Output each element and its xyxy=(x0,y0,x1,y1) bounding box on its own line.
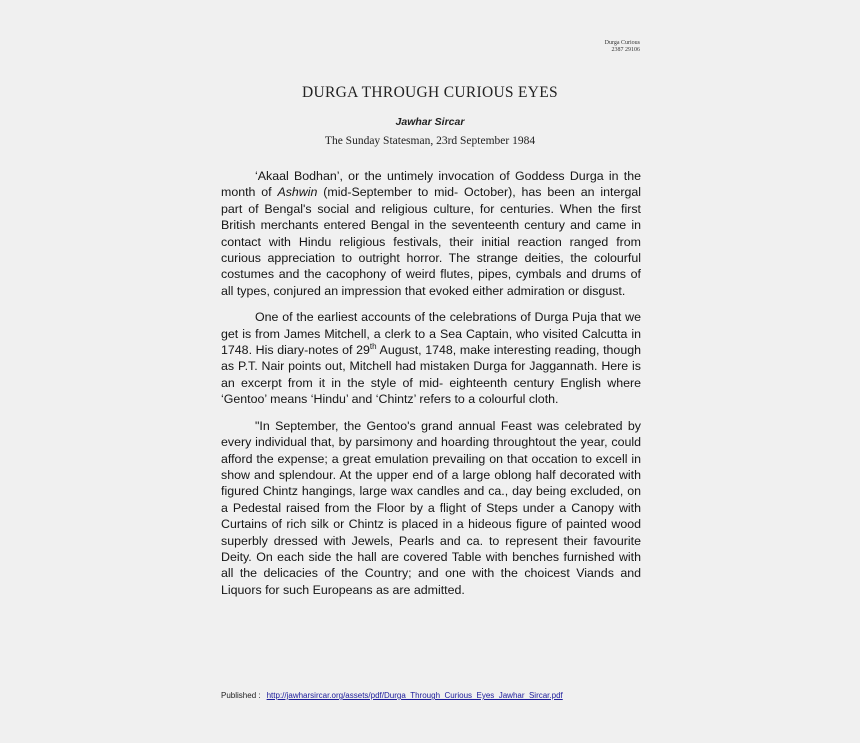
corner-note xyxy=(560,40,640,54)
corner-note-line2: 2387 29106 xyxy=(611,47,640,53)
paragraph-1-text-a: ‘Akaal Bodhan’, or the untimely invocation of Goddess Durga in the month of xyxy=(221,169,641,200)
author-name: Jawhar Sircar xyxy=(395,116,465,128)
article-body xyxy=(221,168,641,608)
paragraph-1-italic: Ashwin xyxy=(277,185,318,200)
paragraph-1 xyxy=(221,168,641,299)
paragraph-2-text-b: August, 1748, make interesting reading, though as P.T. Nair points out, Mitchell had mistaken Durga for Jaggannath. Here is an excerpt from it in the style of mid- eighteenth century English where ‘Gentoo’ means ‘Hindu’ and ‘Chintz’ refers to a colourful cloth. xyxy=(221,343,641,407)
paragraph-2-text-a: One of the earliest accounts of the celebrations of Durga Puja that we get is from James Mitchell, a clerk to a Sea Captain, who visited Calcutta in 1748. His diary-notes of 29 xyxy=(221,310,641,358)
document-title: DURGA THROUGH CURIOUS EYES xyxy=(302,84,558,101)
footer-source-link[interactable]: http://jawharsircar.org/assets/pdf/Durga_Through_Curious_Eyes_Jawhar_Sircar.pdf xyxy=(266,691,563,700)
footer-label: Published : xyxy=(221,691,261,700)
paragraph-3: "In September, the Gentoo's grand annual Feast was celebrated by every individual that, by parsimony and hoarding throughtout the year, could afford the expense; a great emulation prevailing on that occation to excell in show and splendour. At the upper end of a large oblong half decorated with figured Chintz hangings, large wax candles and ca., day being excluded, on a Pedestal raised from the Floor by a flight of Steps under a Canopy with Curtains of rich silk or Chintz is placed in a hideous figure of painted wood superbly dressed with Jewels, Pearls and ca. to represent their favourite Deity. On each side the hall are covered Table with benches furnished with all the delicacies of the Country; and one with the choicest Viands and Liquors for such Europeans as are admitted. xyxy=(221,418,641,597)
paragraph-2-superscript: th xyxy=(369,341,377,351)
paragraph-2 xyxy=(221,309,641,407)
corner-note-line1: Durga Curious xyxy=(604,40,640,46)
paragraph-1-text-b: (mid-September to mid- October), has been an intergal part of Bengal's social and religious culture, for centuries. When the first British merchants entered Bengal in the seventeenth century and came in contact with Hindu religious festivals, their initial reaction ranged from curious appreciation to outright horror. The strange deities, the colourful costumes and the cacophony of weird flutes, pipes, cymbals and drums of all types, conjured an impression that evoked either admiration or disgust. xyxy=(221,185,641,298)
publication-source: The Sunday Statesman, 23rd September 1984 xyxy=(324,135,536,147)
footer xyxy=(221,691,563,700)
